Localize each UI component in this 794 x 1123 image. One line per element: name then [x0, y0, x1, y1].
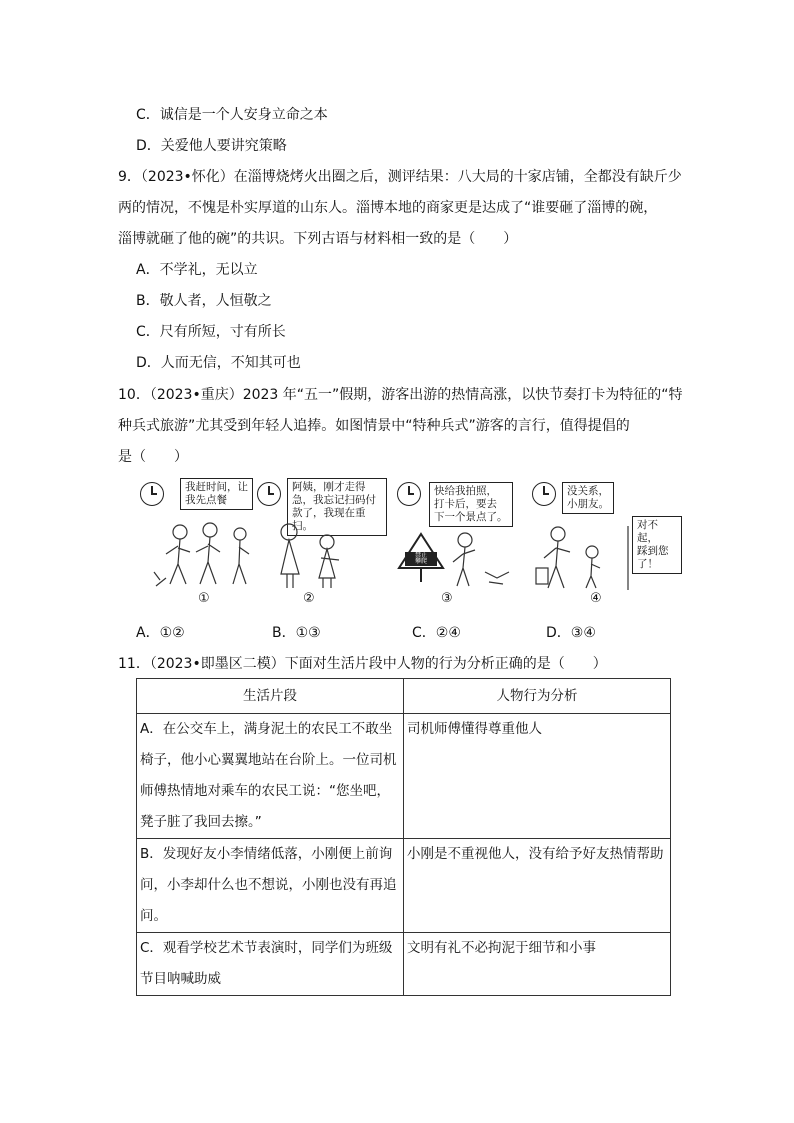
q8-option-d: D．关爱他人要讲究策略: [136, 138, 287, 154]
panel-1-label: ①: [198, 591, 210, 606]
table-cell-analysis: 司机师傅懂得尊重他人: [404, 714, 671, 839]
q10-illustration: [132, 478, 692, 613]
clock-icon: [397, 482, 421, 506]
table-header-row: [137, 679, 671, 714]
q8-option-c: C．诚信是一个人安身立命之本: [136, 107, 328, 123]
panel-2-label: ②: [303, 591, 315, 606]
q9-stem-line1: 9．（2023•怀化）在淄博烧烤火出圈之后，测评结果：八大局的十家店铺，全都没有缺斤少: [118, 169, 682, 185]
clock-icon: [532, 482, 556, 506]
q10-stem-line3: 是（ ）: [118, 449, 188, 465]
panel-3-bubble: 快给我拍照， 打卡后，要去 下一个景点了。: [429, 482, 513, 527]
q10-option-c: C．②④: [412, 625, 461, 641]
table-cell-scenario: A．在公交车上，满身泥土的农民工不敢坐 椅子，他小心翼翼地站在台阶上。一位司机 师傅热情地对乘车的农民工说：“您坐吧， 凳子脏了我回去擦。”: [137, 714, 404, 839]
panel-1-people-figure: [150, 522, 260, 590]
table-cell-scenario: C．观看学校艺术节表演时，同学们为班级 节目呐喊助威: [137, 933, 404, 996]
panel-3-label: ③: [441, 591, 453, 606]
q11-stem: 11．（2023•即墨区二模）下面对生活片段中人物的行为分析正确的是（ ）: [118, 656, 607, 672]
q9-stem-line3: 淄博就砸了他的碗”的共识。下列古语与材料相一致的是（ ）: [118, 231, 518, 247]
q9-option-b: B．敬人者，人恒敬之: [136, 293, 272, 309]
panel-1: [140, 478, 270, 613]
clock-icon: [140, 482, 164, 506]
q9-option-c: C．尺有所短，寸有所长: [136, 324, 286, 340]
q10-option-b: B．①③: [272, 625, 321, 641]
panel-2-bubble: 阿姨，刚才走得 急，我忘记扫码付 款了，我现在重扫。: [287, 478, 387, 536]
q11-table: [136, 678, 671, 996]
table-row: [137, 933, 671, 996]
warning-sign-text: 禁止 攀爬: [414, 552, 427, 565]
clock-icon: [257, 482, 281, 506]
panel-3: [397, 478, 527, 613]
table-cell-scenario: B．发现好友小李情绪低落，小刚便上前询 问，小李却什么也不想说，小刚也没有再追 问。: [137, 839, 404, 933]
table-row: [137, 714, 671, 839]
table-header-cell: 生活片段: [137, 679, 404, 714]
q9-option-a: A．不学礼，无以立: [136, 262, 258, 278]
table-header-cell: 人物行为分析: [404, 679, 671, 714]
q10-stem-line1: 10．（2023•重庆）2023 年“五一”假期，游客出游的热情高涨，以快节奏打卡为特征的“特: [118, 387, 683, 403]
q9-stem-line2: 两的情况，不愧是朴实厚道的山东人。淄博本地的商家更是达成了“谁要砸了淄博的碗，: [118, 200, 658, 216]
panel-2: [257, 478, 387, 613]
table-cell-analysis: 小刚是不重视他人，没有给予好友热情帮助: [404, 839, 671, 933]
q10-option-a: A．①②: [136, 625, 185, 641]
q9-option-d: D．人而无信，不知其可也: [136, 355, 301, 371]
panel-1-bubble: 我赶时间，让 我先点餐: [180, 478, 253, 510]
panel-4: [532, 478, 682, 613]
panel-2-people-figure: [265, 522, 365, 590]
panel-4-bubble-child: 对不起， 踩到您 了！: [632, 516, 682, 574]
table-cell-analysis: 文明有礼不必拘泥于细节和小事: [404, 933, 671, 996]
q10-option-d: D．③④: [546, 625, 596, 641]
panel-4-bubble-adult: 没关系， 小朋友。: [562, 482, 614, 514]
q10-stem-line2: 种兵式旅游”尤其受到年轻人追捧。如图情景中“特种兵式”游客的言行，值得提倡的: [118, 418, 630, 434]
panel-4-label: ④: [590, 591, 602, 606]
table-row: [137, 839, 671, 933]
panel-3-tourist-figure: [445, 532, 515, 588]
panel-4-people-figure: [534, 526, 634, 590]
